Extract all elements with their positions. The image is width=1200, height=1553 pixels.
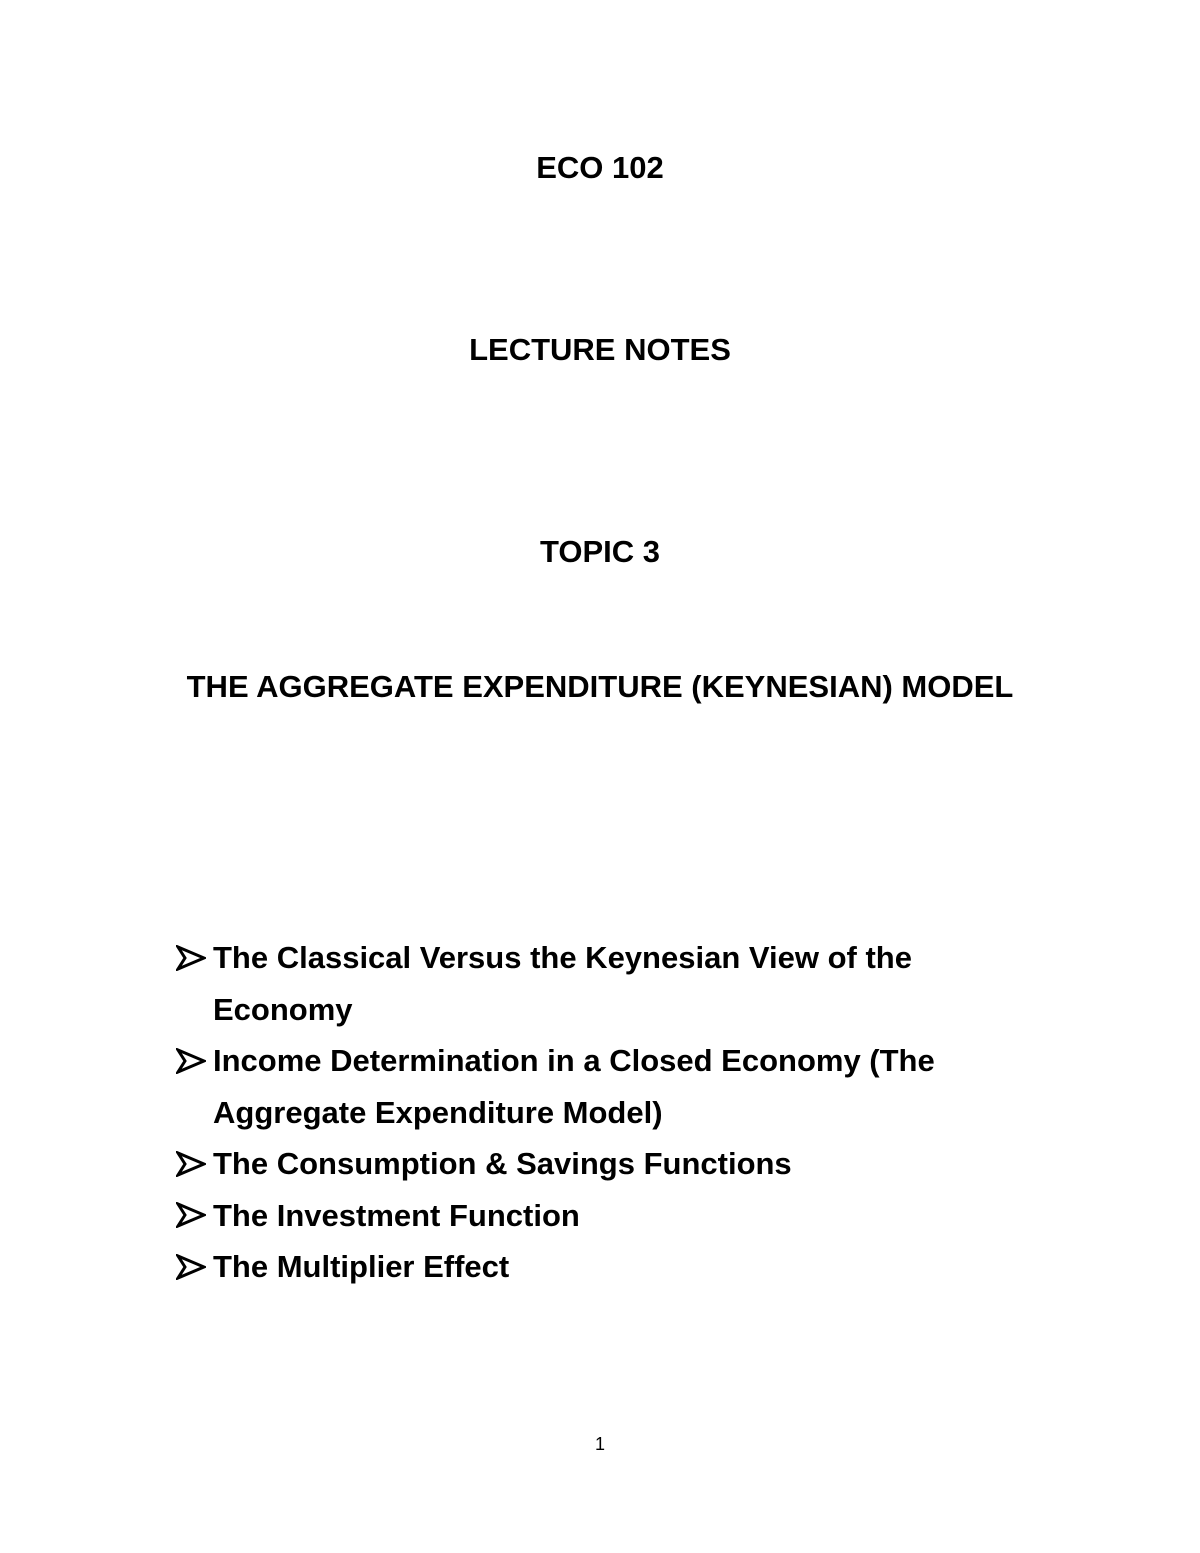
page-number: 1 (594, 1434, 605, 1454)
arrow-bullet-icon (176, 1190, 210, 1242)
topic-outline-list (176, 932, 1036, 1293)
list-item (176, 932, 1036, 1035)
list-item-label: The Classical Versus the Keynesian View of the Economy (213, 940, 912, 1027)
arrow-bullet-icon (176, 1035, 210, 1087)
list-item (176, 1190, 1036, 1242)
topic-number-heading: TOPIC 3 (539, 534, 661, 569)
list-item-label: The Consumption & Savings Functions (213, 1146, 792, 1181)
list-item-label: Income Determination in a Closed Economy (The Aggregate Expenditure Model) (213, 1043, 935, 1130)
arrow-bullet-icon (176, 1241, 210, 1293)
list-item (176, 1138, 1036, 1190)
document-type-heading: LECTURE NOTES (469, 332, 731, 367)
list-item (176, 1035, 1036, 1138)
course-code-heading: ECO 102 (536, 150, 664, 185)
list-item (176, 1241, 1036, 1293)
list-item-label: The Multiplier Effect (213, 1249, 510, 1284)
arrow-bullet-icon (176, 1138, 210, 1190)
topic-title-heading: THE AGGREGATE EXPENDITURE (KEYNESIAN) MODEL (186, 669, 1014, 704)
list-item-label: The Investment Function (213, 1197, 580, 1233)
arrow-bullet-icon (176, 932, 210, 984)
